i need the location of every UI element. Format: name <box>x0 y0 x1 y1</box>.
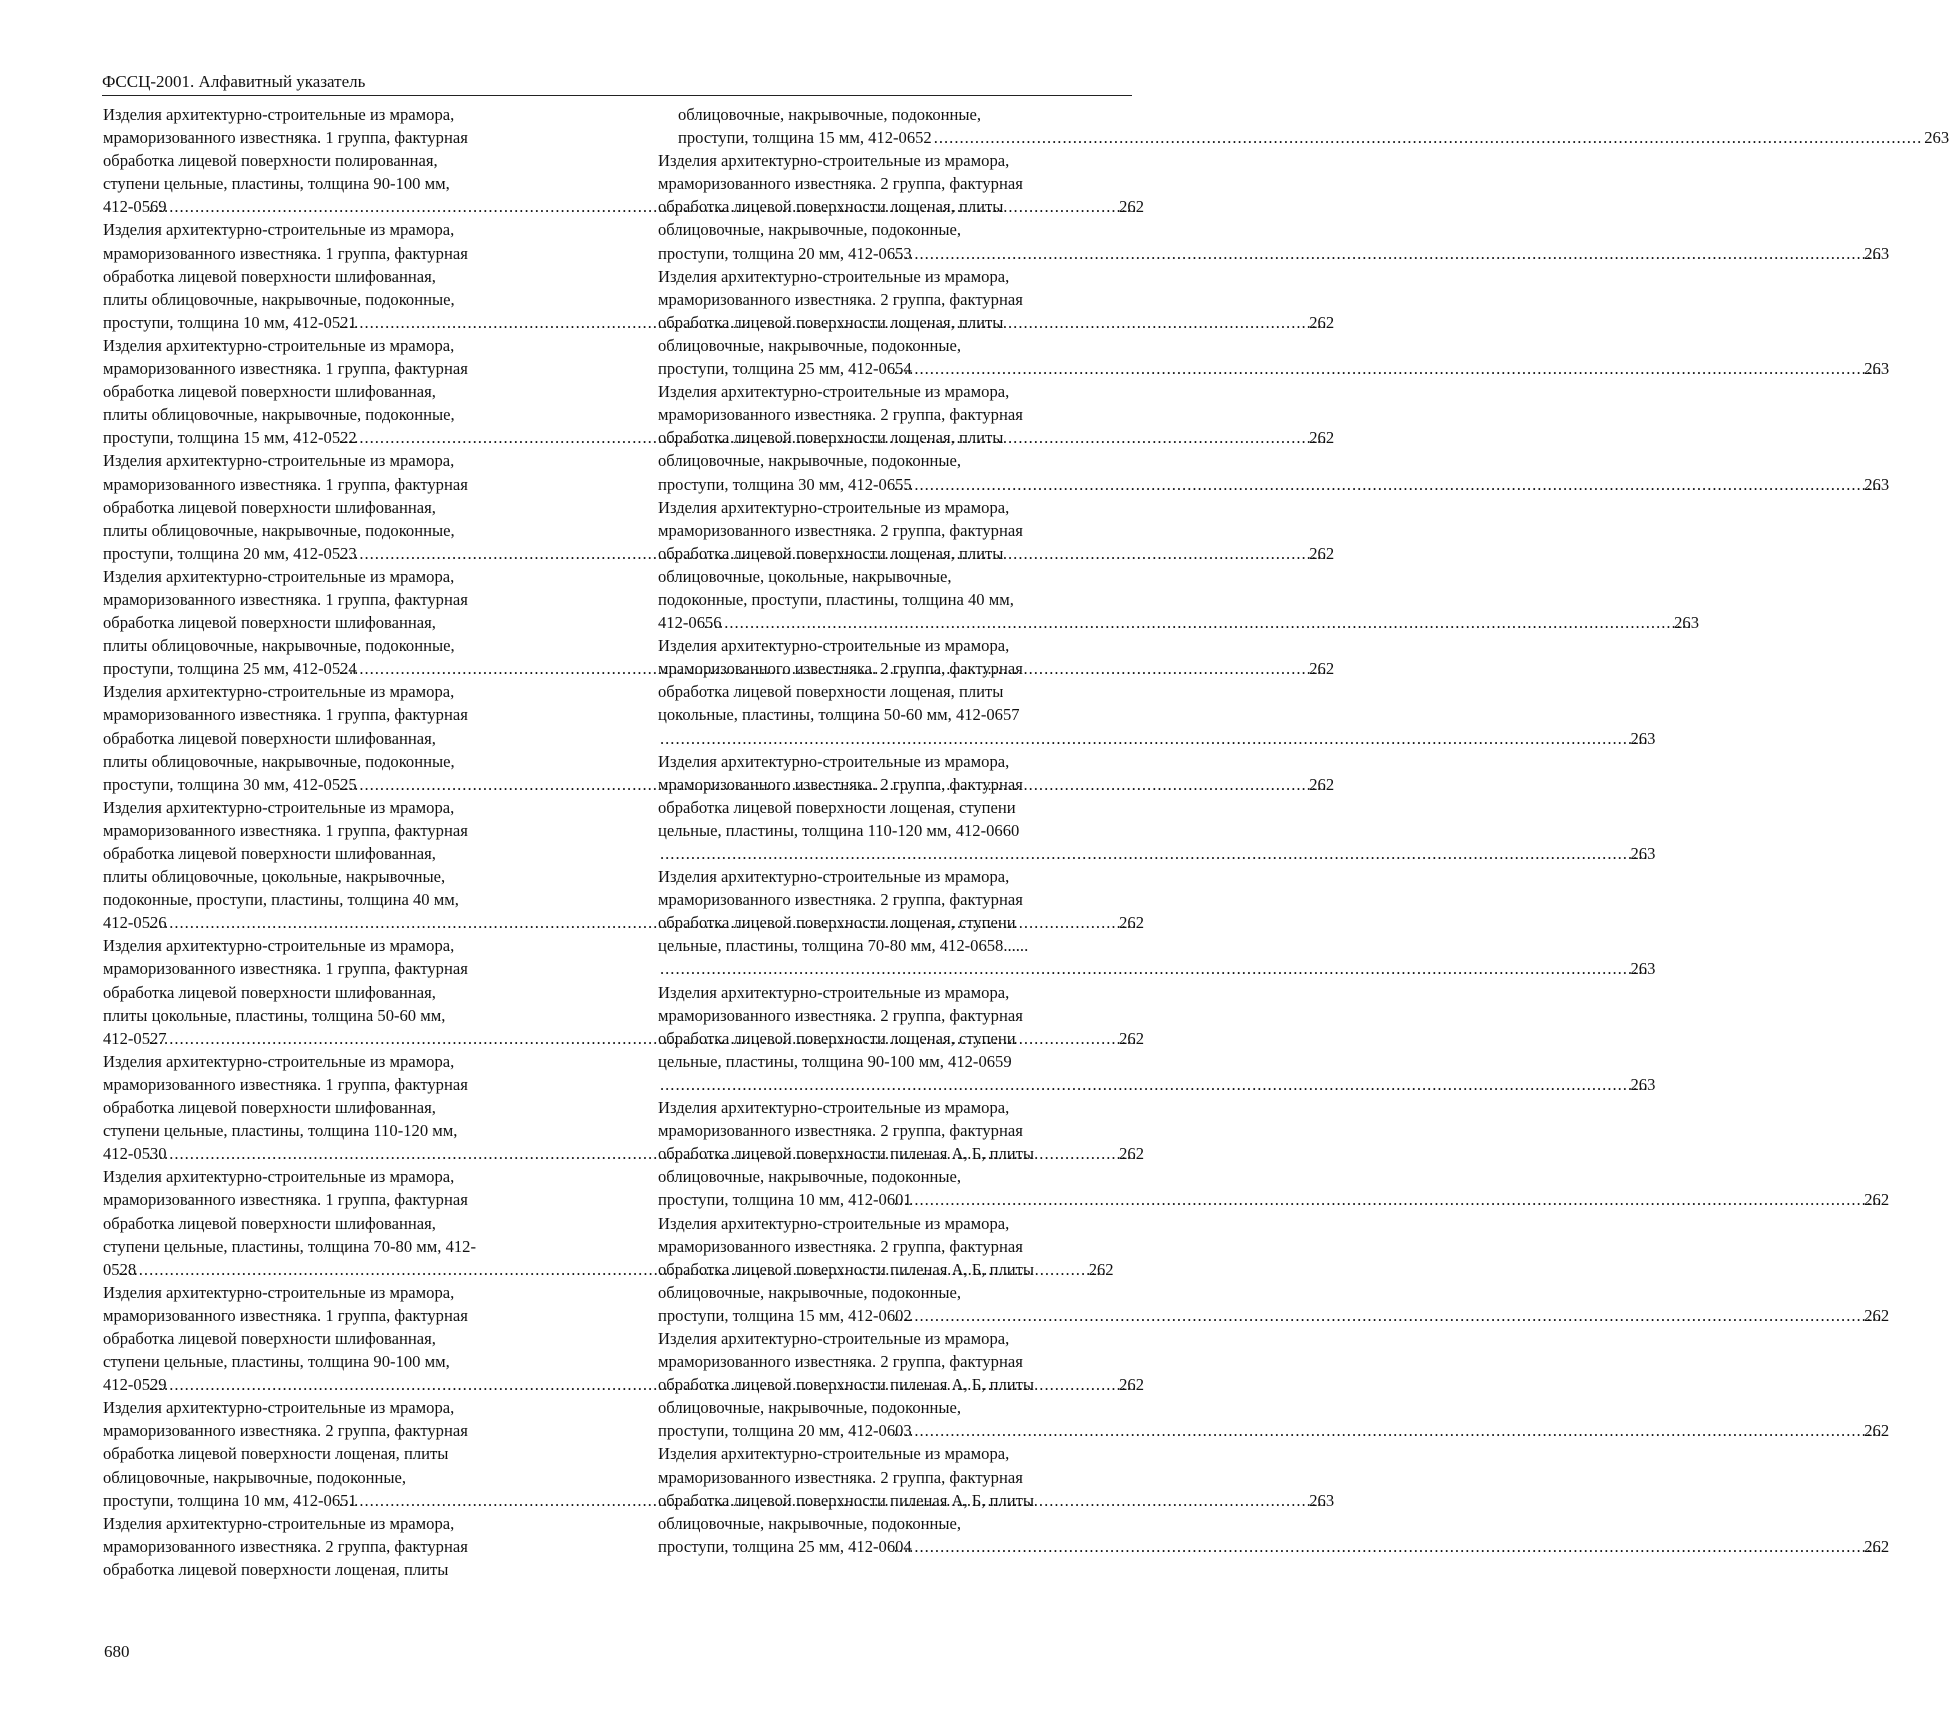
entry-last-line <box>678 727 1656 750</box>
entry-text-line: ступени цельные, пластины, толщина 90-100 мм, <box>103 174 450 194</box>
entry-text-line: плиты облицовочные, накрывочные, подоконные, <box>103 289 455 309</box>
entry-text-line: подоконные, проступи, пластины, толщина 40 мм, <box>103 890 459 910</box>
entry-last-line <box>658 357 1890 380</box>
entry-text-line: облицовочные, накрывочные, подоконные, <box>658 451 962 471</box>
index-entry <box>103 1512 593 1581</box>
entry-text-line: мраморизованного известняка. 2 группа, фактурная <box>103 1421 468 1441</box>
entry-text-line: облицовочные, накрывочные, подоконные, <box>658 220 962 240</box>
entry-text-line: обработка лицевой поверхности лощеная, плиты <box>658 312 1004 332</box>
entry-text-line: ступени цельные, пластины, толщина 90-100 мм, <box>103 1352 450 1372</box>
entry-text-line: Изделия архитектурно-строительные из мрамора, <box>658 982 1010 1002</box>
entry-text-line: 412-0530 <box>103 1144 167 1164</box>
entry-text-line: обработка лицевой поверхности лощеная, ступени <box>658 797 1016 817</box>
entry-text-line: мраморизованного известняка. 2 группа, фактурная <box>658 1467 1023 1487</box>
dot-leader <box>914 473 1883 496</box>
dot-leader <box>914 1188 1883 1211</box>
entry-last-line <box>658 1304 1890 1327</box>
entry-last-line <box>678 957 1656 980</box>
index-entry <box>658 1096 1890 1211</box>
entry-text-line: проступи, толщина 15 мм, 412-0522 <box>103 428 357 448</box>
index-entry <box>658 103 1949 149</box>
index-entry <box>658 1327 1890 1442</box>
entry-text-line: плиты цокольные, пластины, толщина 50-60 мм, <box>103 1005 446 1025</box>
entry-text-line: плиты облицовочные, накрывочные, подоконные, <box>103 520 455 540</box>
entry-text-line: облицовочные, накрывочные, подоконные, <box>658 1167 962 1187</box>
entry-page-ref: 262 <box>1088 1259 1114 1279</box>
entry-text-line: Изделия архитектурно-строительные из мрамора, <box>103 566 455 586</box>
entry-text-line: обработка лицевой поверхности шлифованная, <box>103 266 436 286</box>
entry-text-line: цокольные, пластины, толщина 50-60 мм, 412-0657 <box>658 705 1020 725</box>
entry-page-ref: 263 <box>1309 1490 1335 1510</box>
entry-text-line: обработка лицевой поверхности шлифованная, <box>103 1213 436 1233</box>
entry-text-line: проступи, толщина 30 мм, 412-0525 <box>103 774 357 794</box>
entry-text-line: мраморизованного известняка. 1 группа, фактурная <box>103 1190 468 1210</box>
entry-last-line <box>658 1188 1890 1211</box>
entry-text-line: обработка лицевой поверхности лощеная, плиты <box>103 1559 449 1579</box>
entry-text-line: Изделия архитектурно-строительные из мрамора, <box>658 1098 1010 1118</box>
entry-last-line <box>658 611 1699 634</box>
entry-text-line: 412-0527 <box>103 1028 167 1048</box>
entry-page-ref: 263 <box>1864 359 1890 379</box>
entry-page-ref: 262 <box>1119 197 1144 217</box>
entry-page-ref: 262 <box>1864 1305 1890 1325</box>
dot-leader <box>724 611 1693 634</box>
index-entry <box>658 149 1890 264</box>
entry-text-line: ступени цельные, пластины, толщина 70-80 мм, 412- <box>103 1236 477 1256</box>
entry-text-line: цельные, пластины, толщина 70-80 мм, 412-0658...... <box>658 936 1029 956</box>
entry-text-line: 412-0529 <box>103 1375 167 1395</box>
running-header: ФССЦ-2001. Алфавитный указатель <box>102 72 1132 96</box>
entry-text-line: 412-0526 <box>103 913 167 933</box>
entry-text-line: мраморизованного известняка. 2 группа, фактурная <box>658 1352 1023 1372</box>
entry-text-line: мраморизованного известняка. 1 группа, фактурная <box>103 1305 468 1325</box>
entry-text-line: облицовочные, накрывочные, подоконные, <box>658 335 962 355</box>
dot-leader <box>914 242 1883 265</box>
entry-page-ref: 262 <box>1119 1375 1144 1395</box>
entry-text-line: обработка лицевой поверхности шлифованная, <box>103 728 436 748</box>
entry-text-line: проступи, толщина 25 мм, 412-0524 <box>103 659 357 679</box>
entry-text-line: ступени цельные, пластины, толщина 110-120 мм, <box>103 1121 458 1141</box>
entry-text-line: обработка лицевой поверхности шлифованная, <box>103 1328 436 1348</box>
entry-text-line: плиты облицовочные, накрывочные, подоконные, <box>103 751 455 771</box>
entry-page-ref: 262 <box>1119 1144 1144 1164</box>
entry-text-line: Изделия архитектурно-строительные из мрамора, <box>658 1444 1010 1464</box>
entry-text-line: Изделия архитектурно-строительные из мрамора, <box>658 1328 1010 1348</box>
entry-text-line: Изделия архитектурно-строительные из мрамора, <box>103 220 455 240</box>
entry-text-line: мраморизованного известняка. 2 группа, фактурная <box>658 520 1023 540</box>
entry-text-line: проступи, толщина 10 мм, 412-0601 <box>658 1190 912 1210</box>
entry-text-line: обработка лицевой поверхности шлифованная, <box>103 497 436 517</box>
entry-text-line: проступи, толщина 30 мм, 412-0655 <box>658 474 912 494</box>
entry-text-line: облицовочные, цокольные, накрывочные, <box>658 566 952 586</box>
dot-leader <box>680 842 1649 865</box>
entry-page-ref: 263 <box>1864 474 1890 494</box>
dot-leader <box>680 727 1649 750</box>
entry-text-line: Изделия архитектурно-строительные из мрамора, <box>658 751 1010 771</box>
entry-text-line: мраморизованного известняка. 1 группа, фактурная <box>103 820 468 840</box>
entry-text-line: мраморизованного известняка. 1 группа, фактурная <box>103 128 468 148</box>
dot-leader <box>914 1419 1883 1442</box>
entry-text-line: Изделия архитектурно-строительные из мрамора, <box>103 682 455 702</box>
entry-page-ref: 262 <box>1864 1536 1890 1556</box>
entry-text-line: проступи, толщина 25 мм, 412-0654 <box>658 359 912 379</box>
entry-text-line: подоконные, проступи, пластины, толщина 40 мм, <box>658 589 1014 609</box>
entry-text-line: Изделия архитектурно-строительные из мрамора, <box>103 1167 455 1187</box>
entry-page-ref: 262 <box>1864 1190 1890 1210</box>
dot-leader <box>680 957 1649 980</box>
entry-text-line: мраморизованного известняка. 1 группа, фактурная <box>103 705 468 725</box>
entry-text-line: обработка лицевой поверхности пиленая А, Б, плиты <box>658 1375 1035 1395</box>
entry-text-line: мраморизованного известняка. 2 группа, фактурная <box>658 174 1023 194</box>
entry-page-ref: 262 <box>1309 312 1335 332</box>
index-entry <box>658 981 1656 1096</box>
entry-text-line: Изделия архитектурно-строительные из мрамора, <box>103 797 455 817</box>
dot-leader <box>680 1073 1649 1096</box>
entry-page-ref: 262 <box>1309 543 1335 563</box>
entry-text-line: проступи, толщина 10 мм, 412-0521 <box>103 312 357 332</box>
entry-page-ref: 263 <box>1924 128 1949 148</box>
entry-text-line: обработка лицевой поверхности шлифованная, <box>103 982 436 1002</box>
entry-text-line: мраморизованного известняка. 2 группа, фактурная <box>658 1236 1023 1256</box>
entry-page-ref: 262 <box>1119 913 1144 933</box>
index-column-right <box>658 103 1949 1558</box>
index-entry <box>658 1212 1890 1327</box>
entry-text-line: обработка лицевой поверхности лощеная, плиты <box>658 197 1004 217</box>
entry-page-ref: 263 <box>1674 613 1699 633</box>
entry-text-line: мраморизованного известняка. 1 группа, фактурная <box>103 359 468 379</box>
index-entry <box>658 865 1656 980</box>
entry-text-line: Изделия архитектурно-строительные из мрамора, <box>658 497 1010 517</box>
entry-text-line: мраморизованного известняка. 2 группа, фактурная <box>658 405 1023 425</box>
entry-text-line: мраморизованного известняка. 2 группа, фактурная <box>103 1536 468 1556</box>
entry-text-line: Изделия архитектурно-строительные из мрамора, <box>103 451 455 471</box>
entry-text-line: облицовочные, накрывочные, подоконные, <box>678 105 982 124</box>
entry-page-ref: 263 <box>1630 959 1656 979</box>
entry-text-line: обработка лицевой поверхности пиленая А, Б, плиты <box>658 1259 1035 1279</box>
entry-text-line: Изделия архитектурно-строительные из мрамора, <box>103 1051 455 1071</box>
entry-text-line: Изделия архитектурно-строительные из мрамора, <box>658 382 1010 402</box>
entry-text-line: обработка лицевой поверхности пиленая А, Б, плиты <box>658 1144 1035 1164</box>
entry-text-line: цельные, пластины, толщина 110-120 мм, 412-0660 <box>658 820 1020 840</box>
entry-text-line: обработка лицевой поверхности лощеная, плиты <box>658 682 1004 702</box>
entry-last-line <box>678 842 1656 865</box>
entry-text-line: мраморизованного известняка. 1 группа, фактурная <box>103 959 468 979</box>
entry-last-line <box>658 473 1890 496</box>
dot-leader <box>914 1304 1883 1327</box>
entry-text-line: обработка лицевой поверхности лощеная, ступени <box>658 1028 1016 1048</box>
entry-text-line: проступи, толщина 15 мм, 412-0652 <box>678 128 932 148</box>
entry-last-line <box>658 1535 1890 1558</box>
entry-text-line: мраморизованного известняка. 2 группа, фактурная <box>658 289 1023 309</box>
entry-last-line <box>658 242 1890 265</box>
entry-text-line: мраморизованного известняка. 2 группа, фактурная <box>658 1121 1023 1141</box>
dot-leader <box>914 357 1883 380</box>
entry-text-line: Изделия архитектурно-строительные из мрамора, <box>103 105 455 124</box>
entry-text-line: облицовочные, накрывочные, подоконные, <box>658 1282 962 1302</box>
page-number: 680 <box>104 1642 130 1661</box>
entry-text-line: проступи, толщина 25 мм, 412-0604 <box>658 1536 912 1556</box>
entry-text-line: мраморизованного известняка. 2 группа, фактурная <box>658 774 1023 794</box>
entry-text-line: Изделия архитектурно-строительные из мрамора, <box>103 1513 455 1533</box>
entry-text-line: 0528 <box>103 1259 137 1279</box>
entry-text-line: Изделия архитектурно-строительные из мрамора, <box>658 151 1010 171</box>
entry-text-line: проступи, толщина 20 мм, 412-0603 <box>658 1421 912 1441</box>
entry-page-ref: 263 <box>1864 243 1890 263</box>
entry-text-line: обработка лицевой поверхности пиленая А, Б, плиты <box>658 1490 1035 1510</box>
entry-text-line: обработка лицевой поверхности лощеная, плиты <box>658 428 1004 448</box>
entry-text-line: Изделия архитектурно-строительные из мрамора, <box>658 867 1010 887</box>
entry-text-line: обработка лицевой поверхности шлифованная, <box>103 1098 436 1118</box>
entry-text-line: мраморизованного известняка. 2 группа, фактурная <box>658 890 1023 910</box>
entry-text-line: цельные, пластины, толщина 90-100 мм, 412-0659 <box>658 1051 1012 1071</box>
entry-page-ref: 262 <box>1309 659 1335 679</box>
entry-page-ref: 262 <box>1309 428 1335 448</box>
entry-text-line: проступи, толщина 20 мм, 412-0523 <box>103 543 357 563</box>
entry-text-line: плиты облицовочные, накрывочные, подоконные, <box>103 636 455 656</box>
entry-text-line: обработка лицевой поверхности шлифованная, <box>103 844 436 863</box>
entry-text-line: обработка лицевой поверхности шлифованная, <box>103 613 436 633</box>
entry-text-line: Изделия архитектурно-строительные из мрамора, <box>658 1213 1010 1233</box>
entry-page-ref: 262 <box>1309 774 1335 794</box>
entry-text-line: плиты облицовочные, цокольные, накрывочные, <box>103 867 446 887</box>
entry-text-line: мраморизованного известняка. 1 группа, фактурная <box>103 243 468 263</box>
entry-text-line: мраморизованного известняка. 1 группа, фактурная <box>103 1074 468 1094</box>
entry-text-line: обработка лицевой поверхности полированная, <box>103 151 438 171</box>
entry-page-ref: 263 <box>1630 1074 1656 1094</box>
entry-text-line: Изделия архитектурно-строительные из мрамора, <box>103 1398 455 1418</box>
entry-text-line: проступи, толщина 20 мм, 412-0653 <box>658 243 912 263</box>
entry-text-line: Изделия архитектурно-строительные из мрамора, <box>103 335 455 355</box>
entry-text-line: обработка лицевой поверхности шлифованная, <box>103 382 436 402</box>
entry-page-ref: 262 <box>1119 1028 1144 1048</box>
entry-text-line: облицовочные, накрывочные, подоконные, <box>658 1513 962 1533</box>
entry-last-line <box>658 1419 1890 1442</box>
entry-text-line: 412-0656 <box>658 613 722 633</box>
entry-text-line: 412-0569 <box>103 197 167 217</box>
entry-text-line: обработка лицевой поверхности лощеная, плиты <box>658 543 1004 563</box>
entry-text-line: Изделия архитектурно-строительные из мрамора, <box>103 936 455 956</box>
dot-leader <box>934 126 1923 149</box>
entry-page-ref: 262 <box>1864 1421 1890 1441</box>
entry-text-line: Изделия архитектурно-строительные из мрамора, <box>103 1282 455 1302</box>
entry-text-line: облицовочные, накрывочные, подоконные, <box>658 1398 962 1418</box>
entry-text-line: проступи, толщина 15 мм, 412-0602 <box>658 1305 912 1325</box>
entry-text-line: мраморизованного известняка. 1 группа, фактурная <box>103 589 468 609</box>
entry-text-line: проступи, толщина 10 мм, 412-0651 <box>103 1490 357 1510</box>
entry-text-line: Изделия архитектурно-строительные из мрамора, <box>658 266 1010 286</box>
entry-page-ref: 263 <box>1630 728 1656 748</box>
entry-text-line: облицовочные, накрывочные, подоконные, <box>103 1467 407 1487</box>
entry-text-line: обработка лицевой поверхности лощеная, ступени <box>658 913 1016 933</box>
entry-last-line <box>678 1073 1656 1096</box>
entry-text-line: мраморизованного известняка. 2 группа, фактурная <box>658 659 1023 679</box>
dot-leader <box>914 1535 1883 1558</box>
entry-last-line <box>678 126 1949 149</box>
entry-text-line: мраморизованного известняка. 1 группа, фактурная <box>103 474 468 494</box>
entry-text-line: мраморизованного известняка. 2 группа, фактурная <box>658 1005 1023 1025</box>
entry-page-ref: 263 <box>1630 844 1656 863</box>
entry-text-line: плиты облицовочные, накрывочные, подоконные, <box>103 405 455 425</box>
entry-text-line: Изделия архитектурно-строительные из мрамора, <box>658 636 1010 656</box>
entry-text-line: обработка лицевой поверхности лощеная, плиты <box>103 1444 449 1464</box>
